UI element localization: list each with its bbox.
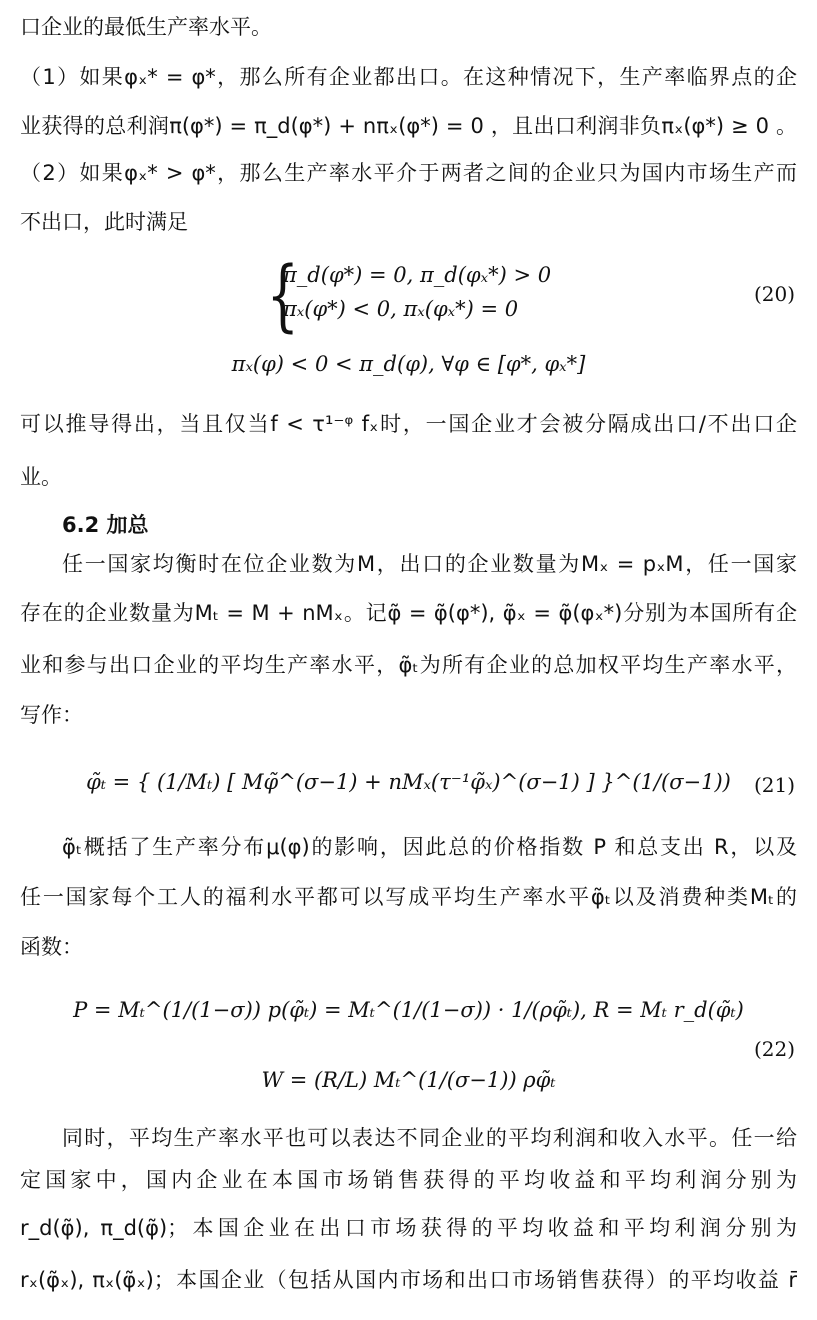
equation-number: (22) xyxy=(753,1037,795,1061)
equation-number: (20) xyxy=(753,282,795,306)
text-line: 函数： xyxy=(20,935,83,959)
equation-number: (21) xyxy=(753,773,795,797)
text-line: 写作： xyxy=(20,703,83,727)
text-line: 任一国家每个工人的福利水平都可以写成平均生产率水平φ̃ₜ以及消费种类Mₜ的 xyxy=(20,885,797,909)
equation-row: P = Mₜ^(1/(1−σ)) p(φ̃ₜ) = Mₜ^(1/(1−σ)) · 1/(ρφ̃ₜ), R = Mₜ r_d(φ̃ₜ) xyxy=(73,998,744,1022)
text-line: （2）如果φₓ* > φ*，那么生产率水平介于两者之间的企业只为国内市场生产而 xyxy=(20,161,797,185)
text-line: 可以推导得出，当且仅当f < τ¹⁻ᵠ fₓ时，一国企业才会被分隔成出口/不出口企 xyxy=(20,412,797,436)
text-line: 任一国家均衡时在位企业数为M，出口的企业数量为Mₓ = pₓM，任一国家 xyxy=(62,552,797,576)
equation-row: W = (R/L) Mₜ^(1/(σ−1)) ρφ̃ₜ xyxy=(261,1068,556,1092)
text-line: 业获得的总利润π(φ*) = π_d(φ*) + nπₓ(φ*) = 0 ，且出口利润非负πₓ(φ*) ≥ 0 。 xyxy=(20,114,797,138)
equation-row: πₓ(φ*) < 0, πₓ(φₓ*) = 0 xyxy=(283,297,519,321)
text-line: 口企业的最低生产率水平。 xyxy=(20,15,272,39)
text-line: （1）如果φₓ* = φ*，那么所有企业都出口。在这种情况下，生产率临界点的企 xyxy=(20,65,797,89)
text-line: 不出口，此时满足 xyxy=(20,210,188,234)
text-line: r_d(φ̃), π_d(φ̃)；本国企业在出口市场获得的平均收益和平均利润分别为 xyxy=(20,1216,797,1240)
text-line: 存在的企业数量为Mₜ = M + nMₓ。记φ̃ = φ̃(φ*), φ̃ₓ = φ̃(φₓ*)分别为本国所有企 xyxy=(20,601,797,625)
text-line: 定国家中，国内企业在本国市场销售获得的平均收益和平均利润分别为 xyxy=(20,1168,797,1192)
left-brace-icon: { xyxy=(266,251,299,341)
equation-condition: πₓ(φ) < 0 < π_d(φ), ∀φ ∈ [φ*, φₓ*] xyxy=(231,352,586,376)
equation-row: π_d(φ*) = 0, π_d(φₓ*) > 0 xyxy=(283,263,552,287)
text-line: 业和参与出口企业的平均生产率水平，φ̃ₜ为所有企业的总加权平均生产率水平， xyxy=(20,653,797,677)
equation-formula: φ̃ₜ = { (1/Mₜ) [ Mφ̃^(σ−1) + nMₓ(τ⁻¹φ̃ₓ)^(σ−1) ] }^(1/(σ−1)) xyxy=(86,770,731,794)
text-line: rₓ(φ̃ₓ), πₓ(φ̃ₓ)；本国企业（包括从国内市场和出口市场销售获得）的平均收益 r̄ xyxy=(20,1268,797,1292)
text-line: 同时，平均生产率水平也可以表达不同企业的平均利润和收入水平。任一给 xyxy=(62,1126,797,1150)
section-heading: 6.2 加总 xyxy=(62,513,149,537)
text-line: 业。 xyxy=(20,465,62,489)
text-line: φ̃ₜ概括了生产率分布μ(φ)的影响，因此总的价格指数 P 和总支出 R，以及 xyxy=(62,835,797,859)
